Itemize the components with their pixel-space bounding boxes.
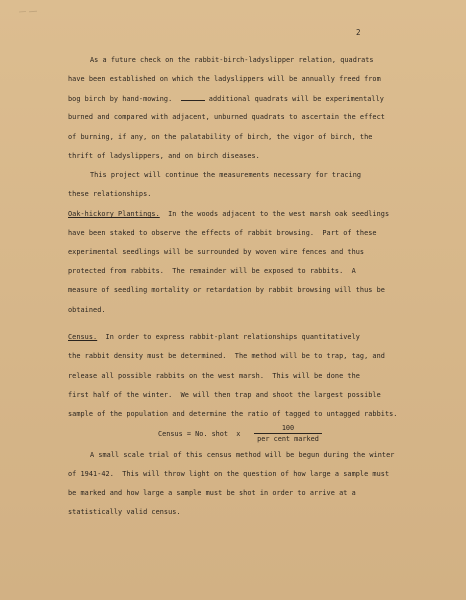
paragraph-5-line-2: of 1941-42. This will throw light on the question of how large a sample must [68,470,390,478]
paragraph-3-line-1 [68,210,389,219]
fraction-bar [254,433,322,434]
oak-hickory-heading: Oak-hickory Plantings. [68,210,160,218]
blank-underline [181,94,205,101]
paragraph-5-line-4: statistically valid census. [68,508,181,516]
paragraph-4-line-5: sample of the population and determine the ratio of tagged to untagged rabbits. [68,410,398,418]
paragraph-1-line-6: thrift of ladyslippers, and on birch diseases. [68,152,260,160]
paragraph-3-line-3: experimental seedlings will be surrounded by woven wire fences and thus [68,248,365,256]
page-number: 2 [356,28,361,37]
paragraph-1-line-1: As a future check on the rabbit-birch-ladyslipper relation, quadrats [90,56,374,64]
paragraph-4-line-2: the rabbit density must be determined. The method will be to trap, tag, and [68,352,385,360]
paragraph-3-line-4: protected from rabbits. The remainder will be exposed to rabbits. A [68,267,356,275]
formula-fraction [254,424,322,443]
formula-lhs: Census = No. shot x [158,430,241,438]
paragraph-5-line-1: A small scale trial of this census method will be begun during the winter [90,451,395,459]
paragraph-2-line-2: these relationships. [68,190,152,198]
paragraph-1-line-3-end: additional quadrats will be experimentally [208,95,384,103]
paragraph-1-line-5: of burning, if any, on the palatability of birch, the vigor of birch, the [68,133,373,141]
paragraph-2-line-1: This project will continue the measurements necessary for tracing [90,171,362,179]
paragraph-4-line-4: first half of the winter. We will then trap and shoot the largest possible [68,391,381,399]
paragraph-4-line-1 [68,333,360,342]
formula-numerator: 100 [281,424,295,432]
paragraph-3-line-5: measure of seedling mortality or retardation by rabbit browsing will thus be [68,286,385,294]
stray-mark-icon [18,10,38,13]
paragraph-3-line-6: obtained. [68,306,106,314]
census-heading: Census. [68,333,98,341]
formula-denominator: per cent marked [257,435,319,443]
paragraph-1-line-4: burned and compared with adjacent, unburned quadrats to ascertain the effect [68,113,385,121]
paragraph-4-line-1-text: In order to express rabbit-plant relationships quantitatively [105,333,360,341]
paragraph-1-line-3-start: bog birch by hand-mowing. [68,95,173,103]
paragraph-3-line-2: have been staked to observe the effects of rabbit browsing. Part of these [68,229,377,237]
paragraph-4-line-3: release all possible rabbits on the west marsh. This will be done the [68,372,360,380]
paragraph-1-line-2: have been established on which the ladyslippers will be annually freed from [68,75,381,83]
paragraph-5-line-3: be marked and how large a sample must be shot in order to arrive at a [68,489,356,497]
paragraph-1-line-3 [68,94,384,104]
paragraph-3-line-1-text: In the woods adjacent to the west marsh oak seedlings [168,210,390,218]
